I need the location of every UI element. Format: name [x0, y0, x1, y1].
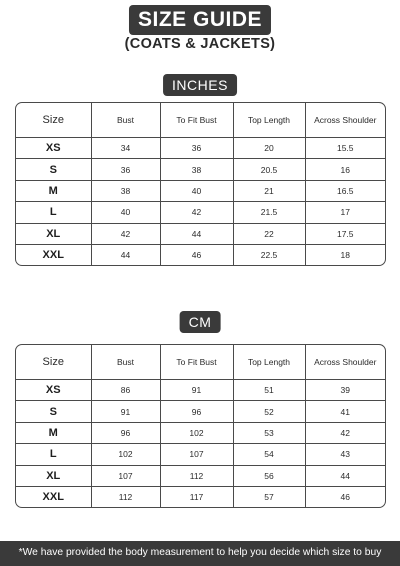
size-cell: XS — [16, 380, 91, 401]
table-row — [16, 422, 385, 443]
table-header-row — [16, 103, 385, 138]
size-cell: M — [16, 180, 91, 201]
size-cell: L — [16, 444, 91, 465]
measurement-cell: 22 — [233, 223, 305, 244]
measurement-cell: 91 — [91, 401, 160, 422]
table-header-row — [16, 345, 385, 380]
column-header: Size — [16, 103, 91, 138]
measurement-cell: 40 — [160, 180, 233, 201]
size-cell: XXL — [16, 244, 91, 265]
table-row — [16, 401, 385, 422]
measurement-cell: 39 — [305, 380, 385, 401]
measurement-cell: 18 — [305, 244, 385, 265]
table-row — [16, 159, 385, 180]
column-header: Size — [16, 345, 91, 380]
measurement-cell: 44 — [305, 465, 385, 486]
size-cell: XXL — [16, 486, 91, 507]
table-row — [16, 244, 385, 265]
cm-size-table-container — [15, 344, 386, 508]
page-title: SIZE GUIDE — [129, 5, 271, 35]
size-cell: XL — [16, 465, 91, 486]
measurement-cell: 16.5 — [305, 180, 385, 201]
size-cell: S — [16, 401, 91, 422]
column-header: Top Length — [233, 345, 305, 380]
inches-section-label: INCHES — [163, 74, 237, 96]
measurement-cell: 56 — [233, 465, 305, 486]
measurement-cell: 44 — [91, 244, 160, 265]
measurement-cell: 117 — [160, 486, 233, 507]
measurement-cell: 42 — [305, 422, 385, 443]
table-row — [16, 202, 385, 223]
measurement-cell: 112 — [160, 465, 233, 486]
measurement-cell: 22.5 — [233, 244, 305, 265]
measurement-cell: 43 — [305, 444, 385, 465]
measurement-cell: 107 — [160, 444, 233, 465]
measurement-cell: 107 — [91, 465, 160, 486]
column-header: Top Length — [233, 103, 305, 138]
table-row — [16, 138, 385, 159]
measurement-cell: 40 — [91, 202, 160, 223]
measurement-cell: 54 — [233, 444, 305, 465]
footer-note: *We have provided the body measurement to help you decide which size to buy — [0, 541, 400, 566]
measurement-cell: 20.5 — [233, 159, 305, 180]
size-cell: S — [16, 159, 91, 180]
column-header: Across Shoulder — [305, 345, 385, 380]
measurement-cell: 102 — [91, 444, 160, 465]
size-cell: XS — [16, 138, 91, 159]
measurement-cell: 16 — [305, 159, 385, 180]
column-header: To Fit Bust — [160, 345, 233, 380]
cm-section-label: CM — [180, 311, 221, 333]
measurement-cell: 91 — [160, 380, 233, 401]
measurement-cell: 38 — [91, 180, 160, 201]
size-cell: XL — [16, 223, 91, 244]
table-row — [16, 380, 385, 401]
measurement-cell: 42 — [160, 202, 233, 223]
table-row — [16, 444, 385, 465]
cm-table-body — [16, 345, 385, 507]
column-header: Bust — [91, 103, 160, 138]
measurement-cell: 44 — [160, 223, 233, 244]
measurement-cell: 15.5 — [305, 138, 385, 159]
measurement-cell: 21.5 — [233, 202, 305, 223]
cm-size-table — [16, 345, 385, 507]
column-header: Across Shoulder — [305, 103, 385, 138]
measurement-cell: 38 — [160, 159, 233, 180]
measurement-cell: 96 — [91, 422, 160, 443]
measurement-cell: 112 — [91, 486, 160, 507]
measurement-cell: 34 — [91, 138, 160, 159]
inches-size-table — [16, 103, 385, 265]
page-subtitle: (COATS & JACKETS) — [124, 36, 276, 52]
table-row — [16, 486, 385, 507]
measurement-cell: 36 — [91, 159, 160, 180]
table-row — [16, 180, 385, 201]
table-row — [16, 465, 385, 486]
measurement-cell: 53 — [233, 422, 305, 443]
measurement-cell: 51 — [233, 380, 305, 401]
size-cell: M — [16, 422, 91, 443]
inches-table-body — [16, 103, 385, 265]
measurement-cell: 17 — [305, 202, 385, 223]
measurement-cell: 42 — [91, 223, 160, 244]
measurement-cell: 41 — [305, 401, 385, 422]
measurement-cell: 20 — [233, 138, 305, 159]
measurement-cell: 46 — [160, 244, 233, 265]
inches-size-table-container — [15, 102, 386, 266]
measurement-cell: 17.5 — [305, 223, 385, 244]
measurement-cell: 96 — [160, 401, 233, 422]
size-cell: L — [16, 202, 91, 223]
measurement-cell: 21 — [233, 180, 305, 201]
measurement-cell: 102 — [160, 422, 233, 443]
measurement-cell: 52 — [233, 401, 305, 422]
measurement-cell: 36 — [160, 138, 233, 159]
measurement-cell: 46 — [305, 486, 385, 507]
column-header: Bust — [91, 345, 160, 380]
column-header: To Fit Bust — [160, 103, 233, 138]
measurement-cell: 86 — [91, 380, 160, 401]
measurement-cell: 57 — [233, 486, 305, 507]
table-row — [16, 223, 385, 244]
